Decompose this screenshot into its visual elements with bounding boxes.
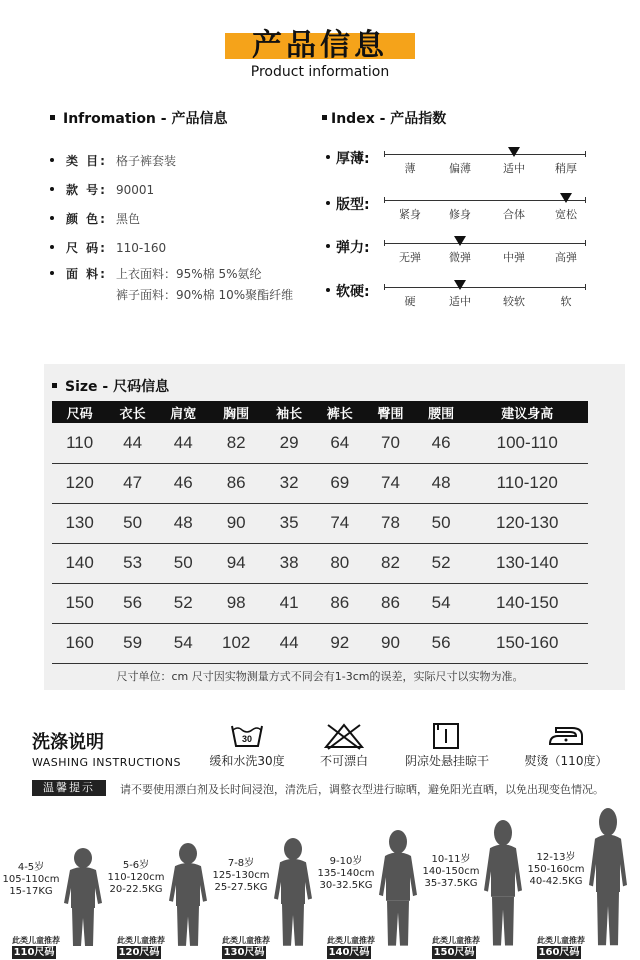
size-section-title: Size - 尺码信息 bbox=[52, 376, 169, 396]
kid-recommend-label: 此类儿童推荐 bbox=[537, 936, 585, 945]
index-scale-line bbox=[384, 154, 586, 155]
size-table-row bbox=[52, 583, 588, 623]
size-cell: 86 bbox=[365, 583, 416, 623]
index-marker bbox=[508, 147, 520, 157]
page-subtitle: Product information bbox=[250, 64, 390, 80]
wash-label-hand-wash: 缓和水洗30度 bbox=[209, 754, 285, 768]
kid-age: 9-10岁 bbox=[329, 856, 363, 867]
size-header-cell: 臀围 bbox=[365, 401, 416, 423]
wash-label-no-bleach: 不可漂白 bbox=[319, 754, 368, 768]
kid-recommend-label: 此类儿童推荐 bbox=[12, 936, 60, 945]
size-header-cell: 肩宽 bbox=[158, 401, 209, 423]
kid-info bbox=[212, 858, 270, 894]
kid-weight: 40-42.5KG bbox=[529, 876, 583, 887]
kid-height: 125-130cm bbox=[212, 870, 270, 881]
hang-dry-icon bbox=[432, 722, 460, 750]
kid-height: 140-150cm bbox=[422, 866, 480, 877]
kid-info bbox=[527, 852, 585, 888]
size-note: 尺寸单位：cm 尺寸因实物测量方式不同会有1-3cm的误差，实际尺寸以实物为准。 bbox=[116, 670, 524, 683]
size-cell: 80 bbox=[314, 543, 365, 583]
kid-size-badge: 120尺码 bbox=[118, 947, 160, 958]
size-cell: 94 bbox=[209, 543, 264, 583]
size-header-cell: 尺码 bbox=[52, 401, 107, 423]
index-label-text: 弹力: bbox=[336, 240, 370, 256]
index-label-text: 软硬: bbox=[336, 284, 370, 300]
index-label-text: 版型: bbox=[336, 197, 370, 213]
size-cell: 50 bbox=[158, 543, 209, 583]
size-cell: 160 bbox=[52, 623, 107, 663]
size-cell: 102 bbox=[209, 623, 264, 663]
index-option: 适中 bbox=[503, 162, 525, 175]
size-cell: 150-160 bbox=[466, 623, 588, 663]
kid-silhouette-icon bbox=[478, 820, 528, 948]
size-cell: 50 bbox=[416, 503, 467, 543]
kid-height: 105-110cm bbox=[2, 874, 60, 885]
size-cell: 74 bbox=[365, 463, 416, 503]
kid-weight: 15-17KG bbox=[9, 886, 53, 897]
index-scale-line bbox=[384, 200, 586, 201]
size-cell: 48 bbox=[158, 503, 209, 543]
size-cell: 82 bbox=[365, 543, 416, 583]
size-cell: 74 bbox=[314, 503, 365, 543]
kid-recommend-label: 此类儿童推荐 bbox=[222, 936, 270, 945]
size-cell: 69 bbox=[314, 463, 365, 503]
wash-label-hang-dry: 阴凉处悬挂晾干 bbox=[404, 754, 489, 768]
size-cell: 98 bbox=[209, 583, 264, 623]
index-option: 软 bbox=[560, 295, 572, 308]
kid-silhouette-icon bbox=[373, 830, 423, 948]
size-cell: 44 bbox=[107, 423, 158, 463]
size-header-cell: 胸围 bbox=[209, 401, 264, 423]
info-row-size: 尺 码: 110-160 bbox=[50, 239, 166, 256]
kid-weight: 25-27.5KG bbox=[214, 882, 268, 893]
index-label-text: 厚薄: bbox=[336, 151, 370, 167]
size-cell: 56 bbox=[107, 583, 158, 623]
kid-recommend-label: 此类儿童推荐 bbox=[432, 936, 480, 945]
size-cell: 48 bbox=[416, 463, 467, 503]
info-section-title: Infromation - 产品信息 bbox=[50, 108, 227, 128]
index-scale-line bbox=[384, 243, 586, 244]
size-cell: 130-140 bbox=[466, 543, 588, 583]
kid-size-badge: 110尺码 bbox=[13, 947, 55, 958]
size-cell: 130 bbox=[52, 503, 107, 543]
index-option: 微弹 bbox=[449, 251, 471, 264]
size-cell: 64 bbox=[314, 423, 365, 463]
kid-size-badge: 130尺码 bbox=[223, 947, 265, 958]
kid-age: 4-5岁 bbox=[17, 862, 45, 873]
kid-age: 5-6岁 bbox=[122, 860, 150, 871]
size-cell: 100-110 bbox=[466, 423, 588, 463]
index-scale-line bbox=[384, 287, 586, 288]
wash-label-iron: 熨烫（110度） bbox=[524, 754, 608, 768]
size-header-cell: 袖长 bbox=[264, 401, 315, 423]
size-cell: 52 bbox=[416, 543, 467, 583]
warm-tip-tag: 温馨提示 bbox=[32, 780, 106, 796]
size-cell: 44 bbox=[264, 623, 315, 663]
size-cell: 41 bbox=[264, 583, 315, 623]
size-header-cell: 衣长 bbox=[107, 401, 158, 423]
washing-subtitle: WASHING INSTRUCTIONS bbox=[32, 756, 181, 769]
warm-tip-text: 请不要使用漂白剂及长时间浸泡，清洗后，调整衣型进行晾晒，避免阳光直晒，以免出现变色情况。 bbox=[120, 783, 604, 796]
size-table-row bbox=[52, 423, 588, 463]
size-cell: 46 bbox=[158, 463, 209, 503]
size-cell: 86 bbox=[314, 583, 365, 623]
index-marker bbox=[454, 280, 466, 290]
kid-silhouette-icon bbox=[163, 843, 213, 948]
size-cell: 120-130 bbox=[466, 503, 588, 543]
index-option: 偏薄 bbox=[449, 162, 471, 175]
index-marker bbox=[454, 236, 466, 246]
index-option: 中弹 bbox=[503, 251, 525, 264]
kid-weight: 20-22.5KG bbox=[109, 884, 163, 895]
index-section-title: Index - 产品指数 bbox=[322, 108, 446, 128]
index-marker bbox=[560, 193, 572, 203]
size-cell: 54 bbox=[158, 623, 209, 663]
size-cell: 35 bbox=[264, 503, 315, 543]
size-header-cell: 腰围 bbox=[416, 401, 467, 423]
size-cell: 110-120 bbox=[466, 463, 588, 503]
index-option: 无弹 bbox=[399, 251, 421, 264]
size-cell: 140-150 bbox=[466, 583, 588, 623]
size-cell: 56 bbox=[416, 623, 467, 663]
kid-weight: 35-37.5KG bbox=[424, 878, 478, 889]
iron-icon bbox=[546, 722, 586, 748]
kid-info bbox=[422, 854, 480, 890]
index-label-1 bbox=[326, 194, 370, 214]
kid-info bbox=[107, 860, 165, 896]
kid-height: 110-120cm bbox=[107, 872, 165, 883]
size-cell: 70 bbox=[365, 423, 416, 463]
kid-silhouette-icon bbox=[268, 838, 318, 948]
wash-temp-label: 30 bbox=[241, 734, 253, 744]
size-header-cell: 裤长 bbox=[314, 401, 365, 423]
size-table-row bbox=[52, 543, 588, 583]
size-cell: 44 bbox=[158, 423, 209, 463]
size-cell: 90 bbox=[209, 503, 264, 543]
size-table-header bbox=[52, 401, 588, 423]
index-option: 适中 bbox=[449, 295, 471, 308]
size-cell: 38 bbox=[264, 543, 315, 583]
index-label-0 bbox=[326, 148, 370, 168]
kid-info bbox=[2, 862, 60, 898]
washing-title: 洗涤说明 bbox=[32, 732, 104, 753]
kid-age: 7-8岁 bbox=[227, 858, 255, 869]
size-cell: 140 bbox=[52, 543, 107, 583]
kid-recommend-label: 此类儿童推荐 bbox=[117, 936, 165, 945]
kid-size-badge: 140尺码 bbox=[328, 947, 370, 958]
size-cell: 78 bbox=[365, 503, 416, 543]
kid-size-badge: 160尺码 bbox=[538, 947, 580, 958]
kid-silhouette-icon bbox=[583, 808, 633, 948]
index-option: 宽松 bbox=[555, 208, 577, 221]
index-option: 高弹 bbox=[555, 251, 577, 264]
info-row-style-no: 款 号: 90001 bbox=[50, 181, 154, 198]
size-cell: 32 bbox=[264, 463, 315, 503]
kid-silhouette-icon bbox=[58, 848, 108, 948]
size-cell: 120 bbox=[52, 463, 107, 503]
index-label-2 bbox=[326, 237, 370, 257]
size-table-row bbox=[52, 503, 588, 543]
size-cell: 52 bbox=[158, 583, 209, 623]
size-cell: 47 bbox=[107, 463, 158, 503]
hand-wash-30-icon bbox=[230, 722, 264, 748]
size-cell: 46 bbox=[416, 423, 467, 463]
size-cell: 50 bbox=[107, 503, 158, 543]
size-cell: 92 bbox=[314, 623, 365, 663]
size-cell: 54 bbox=[416, 583, 467, 623]
size-cell: 59 bbox=[107, 623, 158, 663]
size-table-row bbox=[52, 623, 588, 663]
size-cell: 90 bbox=[365, 623, 416, 663]
kid-info bbox=[317, 856, 375, 892]
info-row-color: 颜 色: 黑色 bbox=[50, 210, 140, 227]
index-option: 合体 bbox=[503, 208, 525, 221]
index-option: 硬 bbox=[404, 295, 416, 308]
size-cell: 150 bbox=[52, 583, 107, 623]
kid-height: 150-160cm bbox=[527, 864, 585, 875]
index-option: 较软 bbox=[503, 295, 525, 308]
no-bleach-icon bbox=[322, 722, 366, 750]
index-label-3 bbox=[326, 281, 370, 301]
index-option: 紧身 bbox=[399, 208, 421, 221]
info-row-fabric: 面 料: 上衣面料：95%棉 5%氨纶 bbox=[50, 265, 262, 282]
size-cell: 29 bbox=[264, 423, 315, 463]
kid-recommend-label: 此类儿童推荐 bbox=[327, 936, 375, 945]
index-option: 薄 bbox=[404, 162, 416, 175]
page-title: 产品信息 bbox=[252, 28, 388, 63]
info-row-fabric-pants: 裤子面料：90%棉 10%聚酯纤维 bbox=[116, 288, 294, 302]
size-cell: 86 bbox=[209, 463, 264, 503]
info-row-category: 类 目: 格子裤套装 bbox=[50, 152, 176, 169]
index-option: 稍厚 bbox=[555, 162, 577, 175]
kid-weight: 30-32.5KG bbox=[319, 880, 373, 891]
kid-age: 10-11岁 bbox=[431, 854, 471, 865]
size-header-cell: 建议身高 bbox=[466, 401, 588, 423]
size-cell: 53 bbox=[107, 543, 158, 583]
size-table-row bbox=[52, 463, 588, 503]
size-cell: 82 bbox=[209, 423, 264, 463]
kid-age: 12-13岁 bbox=[536, 852, 576, 863]
kid-size-badge: 150尺码 bbox=[433, 947, 475, 958]
size-cell: 110 bbox=[52, 423, 107, 463]
index-option: 修身 bbox=[449, 208, 471, 221]
kid-height: 135-140cm bbox=[317, 868, 375, 879]
size-table bbox=[52, 401, 588, 664]
